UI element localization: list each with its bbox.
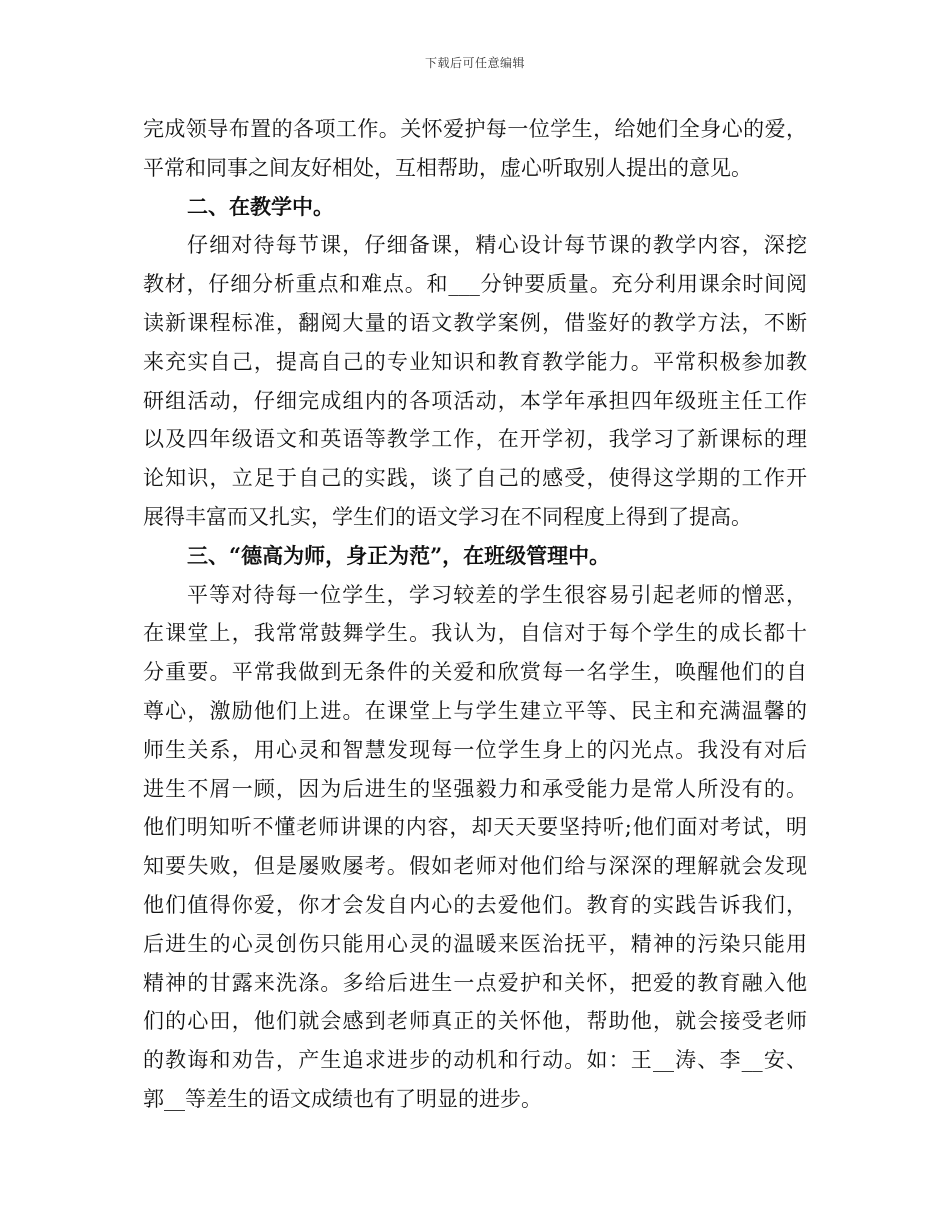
- text-line: 郭__等差生的语文成绩也有了明显的进步。: [143, 1086, 542, 1111]
- text-line: 读新课程标准，翻阅大量的语文教学案例，借鉴好的教学方法，不断: [143, 310, 807, 335]
- text-line: 完成领导布置的各项工作。关怀爱护每一位学生，给她们全身心的爱，: [143, 117, 807, 141]
- text-line: 他们值得你爱，你才会发自内心的去爱他们。教育的实践告诉我们，: [143, 892, 807, 917]
- text-line: 展得丰富而又扎实，学生们的语文学习在不同程度上得到了提高。: [143, 504, 752, 529]
- document-body: [143, 110, 807, 1119]
- section-heading: 三、“德高为师，身正为范”，在班级管理中。: [187, 542, 611, 568]
- text-line: 进生不屑一顾，因为后进生的坚强毅力和承受能力是常人所没有的。: [143, 776, 807, 801]
- text-line: 的教诲和劝告，产生追求进步的动机和行动。如：王__涛、李__安、: [143, 1048, 807, 1073]
- text-line: 们的心田，他们就会感到老师真正的关怀他，帮助他，就会接受老师: [143, 1009, 807, 1034]
- text-line: 论知识，立足于自己的实践，谈了自己的感受，使得这学期的工作开: [143, 466, 807, 491]
- text-line: 以及四年级语文和英语等教学工作，在开学初，我学习了新课标的理: [143, 427, 807, 452]
- text-line: 后进生的心灵创伤只能用心灵的温暖来医治抚平，精神的污染只能用: [143, 931, 807, 956]
- text-line: 仔细对待每节课，仔细备课，精心设计每节课的教学内容，深挖: [187, 233, 807, 258]
- page-header: 下载后可任意编辑: [424, 56, 525, 70]
- text-line: 平常和同事之间友好相处，互相帮助，虚心听取别人提出的意见。: [143, 155, 752, 180]
- text-line: 分重要。平常我做到无条件的关爱和欣赏每一名学生，唤醒他们的自: [143, 660, 807, 685]
- text-line: 教材，仔细分析重点和难点。和___分钟要质量。充分利用课余时间阅: [143, 272, 807, 297]
- text-line: 他们明知听不懂老师讲课的内容，却天天要坚持听;他们面对考试，明: [143, 815, 807, 840]
- section-heading: 二、在教学中。: [187, 193, 334, 219]
- text-line: 研组活动，仔细完成组内的各项活动，本学年承担四年级班主任工作: [143, 388, 807, 413]
- text-line: 在课堂上，我常常鼓舞学生。我认为，自信对于每个学生的成长都十: [143, 621, 807, 646]
- text-line: 平等对待每一位学生，学习较差的学生很容易引起老师的憎恶，: [187, 582, 807, 607]
- text-line: 尊心，激励他们上进。在课堂上与学生建立平等、民主和充满温馨的: [143, 698, 807, 723]
- text-line: 师生关系，用心灵和智慧发现每一位学生身上的闪光点。我没有对后: [143, 737, 807, 762]
- text-line: 来充实自己，提高自己的专业知识和教育教学能力。平常积极参加教: [143, 349, 807, 374]
- text-line: 知要失败，但是屡败屡考。假如老师对他们给与深深的理解就会发现: [143, 854, 807, 879]
- text-line: 精神的甘露来洗涤。多给后进生一点爱护和关怀，把爱的教育融入他: [143, 970, 807, 995]
